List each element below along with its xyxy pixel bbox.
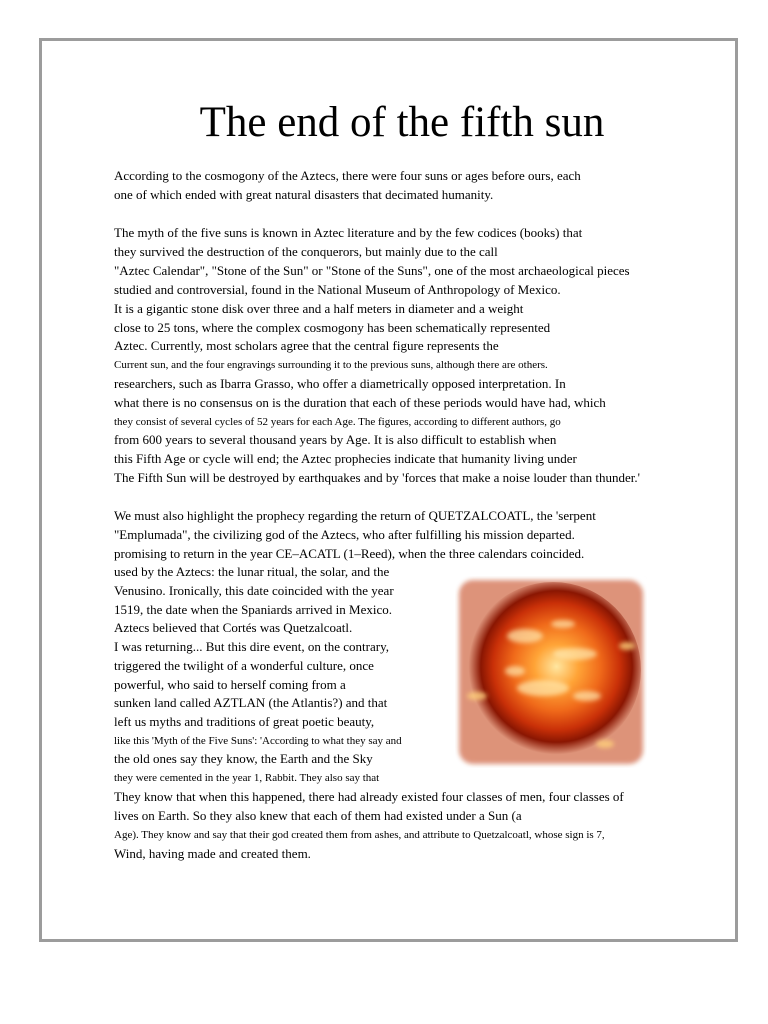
text-line: Aztec. Currently, most scholars agree that the central figure represents the [114, 338, 499, 353]
text-line: studied and controversial, found in the National Museum of Anthropology of Mexico. [114, 282, 561, 297]
text-line: Current sun, and the four engravings surrounding it to the previous suns, although there are others. [114, 359, 548, 371]
text-line: what there is no consensus on is the duration that each of these periods would have had, which [114, 395, 606, 410]
text-line: "Emplumada", the civilizing god of the Aztecs, who after fulfilling his mission departed. [114, 527, 575, 542]
text-line: promising to return in the year CE–ACATL (1–Reed), when the three calendars coincided. [114, 546, 585, 561]
text-line: Venusino. Ironically, this date coincided with the year [114, 583, 394, 598]
text-line: this Fifth Age or cycle will end; the Aztec prophecies indicate that humanity living under [114, 451, 577, 466]
sun-image-icon [455, 576, 647, 768]
text-line: 1519, the date when the Spaniards arrived in Mexico. [114, 602, 392, 617]
text-line: Wind, having made and created them. [114, 846, 311, 861]
sun-photo [455, 576, 647, 768]
text-line: We must also highlight the prophecy regarding the return of QUETZALCOATL, the 'serpent [114, 508, 596, 523]
text-line: I was returning... But this dire event, on the contrary, [114, 639, 389, 654]
text-line: The myth of the five suns is known in Aztec literature and by the few codices (books) that [114, 225, 583, 240]
text-line: Aztecs believed that Cortés was Quetzalcoatl. [114, 620, 353, 635]
text-line: According to the cosmogony of the Aztecs, there were four suns or ages before ours, each [114, 168, 581, 183]
text-line: they consist of several cycles of 52 years for each Age. The figures, according to different authors, go [114, 416, 561, 428]
text-line: like this 'Myth of the Five Suns': 'According to what they say and [114, 735, 402, 747]
text-line: they survived the destruction of the conquerors, but mainly due to the call [114, 244, 498, 259]
page-title: The end of the fifth sun [199, 99, 605, 146]
text-line: left us myths and traditions of great poetic beauty, [114, 714, 375, 729]
text-line: They know that when this happened, there had already existed four classes of men, four classes of [114, 789, 624, 804]
text-line: close to 25 tons, where the complex cosmogony has been schematically represented [114, 320, 551, 335]
text-line: used by the Aztecs: the lunar ritual, the solar, and the [114, 564, 390, 579]
document-page [39, 38, 738, 942]
text-line: sunken land called AZTLAN (the Atlantis?) and that [114, 695, 388, 710]
text-line: one of which ended with great natural disasters that decimated humanity. [114, 187, 494, 202]
text-line: triggered the twilight of a wonderful culture, once [114, 658, 374, 673]
text-line: "Aztec Calendar", "Stone of the Sun" or "Stone of the Suns", one of the most archaeological pieces [114, 263, 630, 278]
text-line: The Fifth Sun will be destroyed by earthquakes and by 'forces that make a noise louder than thunder.' [114, 470, 640, 485]
text-line: they were cemented in the year 1, Rabbit. They also say that [114, 772, 380, 784]
text-line: Age). They know and say that their god created them from ashes, and attribute to Quetzalcoatl, whose sign is 7, [114, 829, 605, 841]
text-line: powerful, who said to herself coming from a [114, 677, 346, 692]
text-line: It is a gigantic stone disk over three and a half meters in diameter and a weight [114, 301, 524, 316]
text-line: from 600 years to several thousand years by Age. It is also difficult to establish when [114, 432, 557, 447]
text-line: the old ones say they know, the Earth and the Sky [114, 751, 373, 766]
text-line: researchers, such as Ibarra Grasso, who offer a diametrically opposed interpretation. In [114, 376, 566, 391]
text-line: lives on Earth. So they also knew that each of them had existed under a Sun (a [114, 808, 522, 823]
